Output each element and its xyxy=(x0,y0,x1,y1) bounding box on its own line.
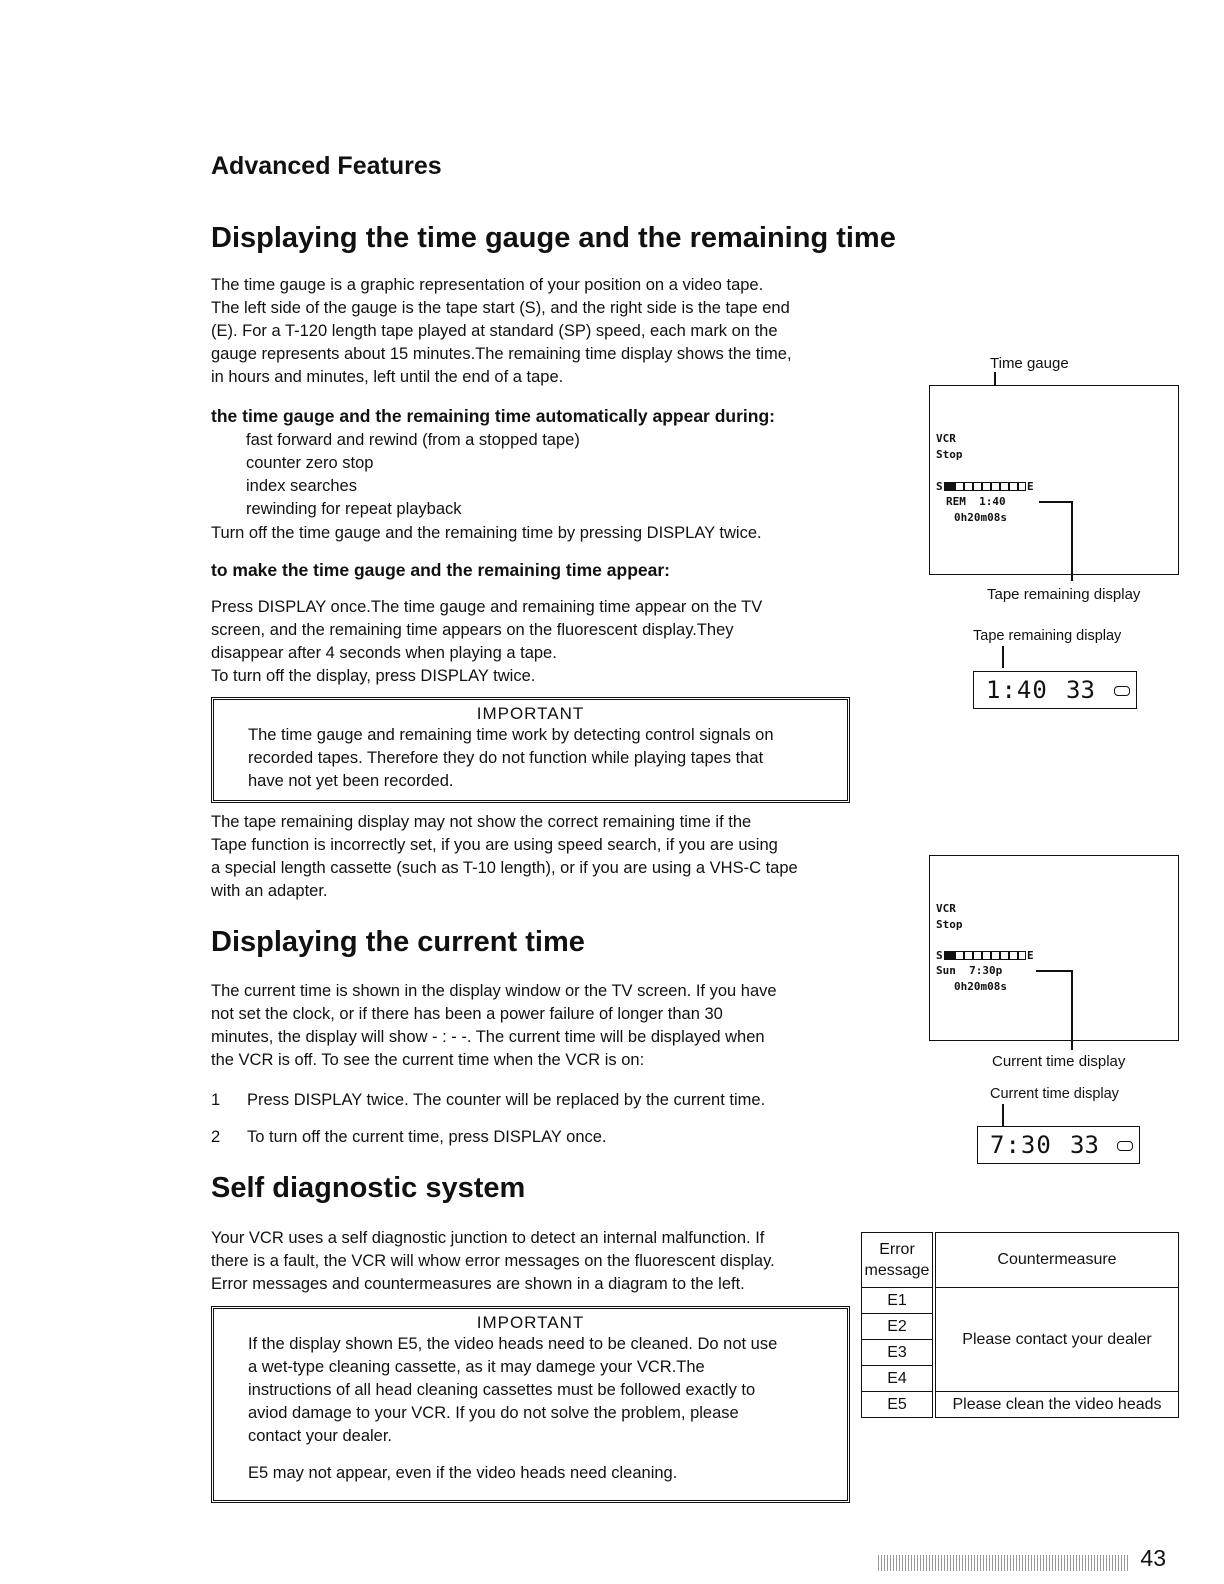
error-table xyxy=(861,1232,1179,1418)
text-line: there is a fault, the VCR will whow error messages on the fluorescent display. xyxy=(211,1252,775,1270)
lcd-pointer xyxy=(1002,1104,1004,1126)
osd-counter: 0h20m08s xyxy=(954,980,1007,993)
lcd-time: 7:30 xyxy=(990,1131,1052,1159)
heading-time-gauge: Displaying the time gauge and the remaining time xyxy=(211,222,896,254)
lcd-channel: 33 xyxy=(1066,676,1095,704)
text-line: gauge represents about 15 minutes.The remaining time display shows the time, xyxy=(211,345,792,363)
text-line: with an adapter. xyxy=(211,882,328,900)
list-item: fast forward and rewind (from a stopped tape) xyxy=(246,431,580,449)
text-line: The left side of the gauge is the tape start (S), and the right side is the tape end xyxy=(211,299,790,317)
text-line: Press DISPLAY once.The time gauge and remaining time appear on the TV xyxy=(211,598,763,616)
text-line: The tape remaining display may not show the correct remaining time if the xyxy=(211,813,752,831)
text-line: disappear after 4 seconds when playing a tape. xyxy=(211,644,557,662)
important-body xyxy=(214,1333,847,1485)
page-number: 43 xyxy=(1140,1545,1166,1571)
table-row xyxy=(862,1392,1179,1418)
osd-stop: Stop xyxy=(936,448,963,461)
osd-gauge-s: S xyxy=(936,949,943,962)
text-line: The time gauge and remaining time work by detecting control signals on xyxy=(248,726,774,744)
text-line: screen, and the remaining time appears on the fluorescent display.They xyxy=(211,621,734,639)
self-diagnostic-intro xyxy=(211,1227,851,1296)
list-item: rewinding for repeat playback xyxy=(246,500,462,518)
osd-gauge-e: E xyxy=(1027,480,1034,493)
text-line: instructions of all head cleaning cassettes must be followed exactly to xyxy=(248,1381,756,1399)
list-item: index searches xyxy=(246,477,357,495)
lcd-time: 1:40 xyxy=(986,676,1048,704)
step-1 xyxy=(211,1089,851,1112)
cassette-icon xyxy=(1117,1141,1133,1151)
leader-vertical xyxy=(1071,970,1073,1050)
text-line: recorded tapes. Therefore they do not function while playing tapes that xyxy=(248,749,764,767)
heading-self-diagnostic: Self diagnostic system xyxy=(211,1172,526,1204)
section-label: Advanced Features xyxy=(211,152,442,180)
time-gauge-bar xyxy=(944,482,1026,491)
cassette-icon xyxy=(1114,686,1130,696)
important-box-gauge xyxy=(211,697,850,803)
text-line: If the display shown E5, the video heads need to be cleaned. Do not use xyxy=(248,1335,778,1353)
lcd-tape-remaining-label: Tape remaining display xyxy=(973,628,1122,644)
important-body xyxy=(214,724,847,793)
step-number: 1 xyxy=(211,1091,221,1109)
time-gauge-bar xyxy=(944,951,1026,960)
osd-stop: Stop xyxy=(936,918,963,931)
text-line: a special length cassette (such as T-10 length), or if you are using a VHS-C tape xyxy=(211,859,798,877)
step-text: Press DISPLAY twice. The counter will be replaced by the current time. xyxy=(247,1091,766,1109)
header-error-line: Error xyxy=(879,1241,915,1258)
gauge-intro xyxy=(211,274,851,389)
header-error-message xyxy=(862,1233,935,1288)
lcd-channel: 33 xyxy=(1070,1131,1099,1159)
text-line: aviod damage to your VCR. If you do not solve the problem, please xyxy=(248,1404,739,1422)
countermeasure-contact: Please contact your dealer xyxy=(934,1288,1179,1392)
text-line: have not yet been recorded. xyxy=(248,772,454,790)
osd-vcr: VCR xyxy=(936,432,956,445)
osd-vcr: VCR xyxy=(936,902,956,915)
text-line: E5 may not appear, even if the video heads need cleaning. xyxy=(248,1464,678,1482)
text-line: not set the clock, or if there has been a power failure of longer than 30 xyxy=(211,1005,723,1023)
error-code: E4 xyxy=(862,1366,935,1392)
error-code: E5 xyxy=(862,1392,935,1418)
text-line: minutes, the display will show - : - -. The current time will be displayed when xyxy=(211,1028,765,1046)
table-row xyxy=(862,1288,1179,1314)
text-line: contact your dealer. xyxy=(248,1427,393,1445)
auto-appear-list xyxy=(246,429,580,521)
tape-remaining-label: Tape remaining display xyxy=(987,586,1141,603)
lcd-current-time-label: Current time display xyxy=(990,1086,1119,1102)
text-line: The current time is shown in the display window or the TV screen. If you have xyxy=(211,982,777,1000)
list-item: counter zero stop xyxy=(246,454,374,472)
error-code: E2 xyxy=(862,1314,935,1340)
tv-screen-current-time xyxy=(929,855,1179,1041)
osd-clock: Sun 7:30p xyxy=(936,964,1003,977)
leader-vertical xyxy=(1071,501,1073,581)
text-line: the VCR is off. To see the current time when the VCR is on: xyxy=(211,1051,645,1069)
turn-off-text: Turn off the time gauge and the remaining time by pressing DISPLAY twice. xyxy=(211,524,762,542)
text-line: (E). For a T-120 length tape played at standard (SP) speed, each mark on the xyxy=(211,322,778,340)
osd-counter: 0h20m08s xyxy=(954,511,1007,524)
text-line: in hours and minutes, left until the end of a tape. xyxy=(211,368,564,386)
time-gauge-label: Time gauge xyxy=(990,355,1069,372)
step-2 xyxy=(211,1126,851,1149)
heading-current-time: Displaying the current time xyxy=(211,926,585,958)
time-gauge-position xyxy=(944,482,954,491)
text-line: The time gauge is a graphic representation of your position on a video tape. xyxy=(211,276,764,294)
leader-horizontal xyxy=(1036,970,1071,972)
osd-gauge-e: E xyxy=(1027,949,1034,962)
auto-appear-heading: the time gauge and the remaining time automatically appear during: xyxy=(211,406,775,426)
important-title: IMPORTANT xyxy=(476,704,585,723)
table-header-row xyxy=(862,1233,1179,1288)
tv-screen-gauge xyxy=(929,385,1179,575)
fluorescent-display-remaining xyxy=(973,671,1137,709)
text-line: Error messages and countermeasures are shown in a diagram to the left. xyxy=(211,1275,745,1293)
header-countermeasure: Countermeasure xyxy=(934,1233,1179,1288)
fluorescent-display-clock xyxy=(977,1126,1140,1164)
text-line: Your VCR uses a self diagnostic junction to detect an internal malfunction. If xyxy=(211,1229,765,1247)
osd-gauge-s: S xyxy=(936,480,943,493)
make-appear-text xyxy=(211,596,851,688)
current-time-label: Current time display xyxy=(992,1053,1126,1070)
current-time-intro xyxy=(211,980,851,1072)
make-appear-heading: to make the time gauge and the remaining time appear: xyxy=(211,560,670,580)
error-code: E3 xyxy=(862,1340,935,1366)
page-edge-pattern xyxy=(878,1555,1128,1571)
important-box-diag xyxy=(211,1306,850,1503)
tape-remaining-note xyxy=(211,811,851,903)
leader-horizontal xyxy=(1039,501,1071,503)
step-number: 2 xyxy=(211,1128,221,1146)
text-line: Tape function is incorrectly set, if you are using speed search, if you are using xyxy=(211,836,778,854)
text-line: a wet-type cleaning cassette, as it may damege your VCR.The xyxy=(248,1358,705,1376)
osd-remaining: REM 1:40 xyxy=(946,495,1006,508)
countermeasure-clean: Please clean the video heads xyxy=(934,1392,1179,1418)
header-error-line: message xyxy=(864,1262,930,1279)
error-code: E1 xyxy=(862,1288,935,1314)
step-text: To turn off the current time, press DISPLAY once. xyxy=(247,1128,607,1146)
text-line: To turn off the display, press DISPLAY twice. xyxy=(211,667,536,685)
lcd-pointer xyxy=(1002,646,1004,668)
important-title: IMPORTANT xyxy=(476,1313,585,1332)
time-gauge-position xyxy=(944,951,954,960)
